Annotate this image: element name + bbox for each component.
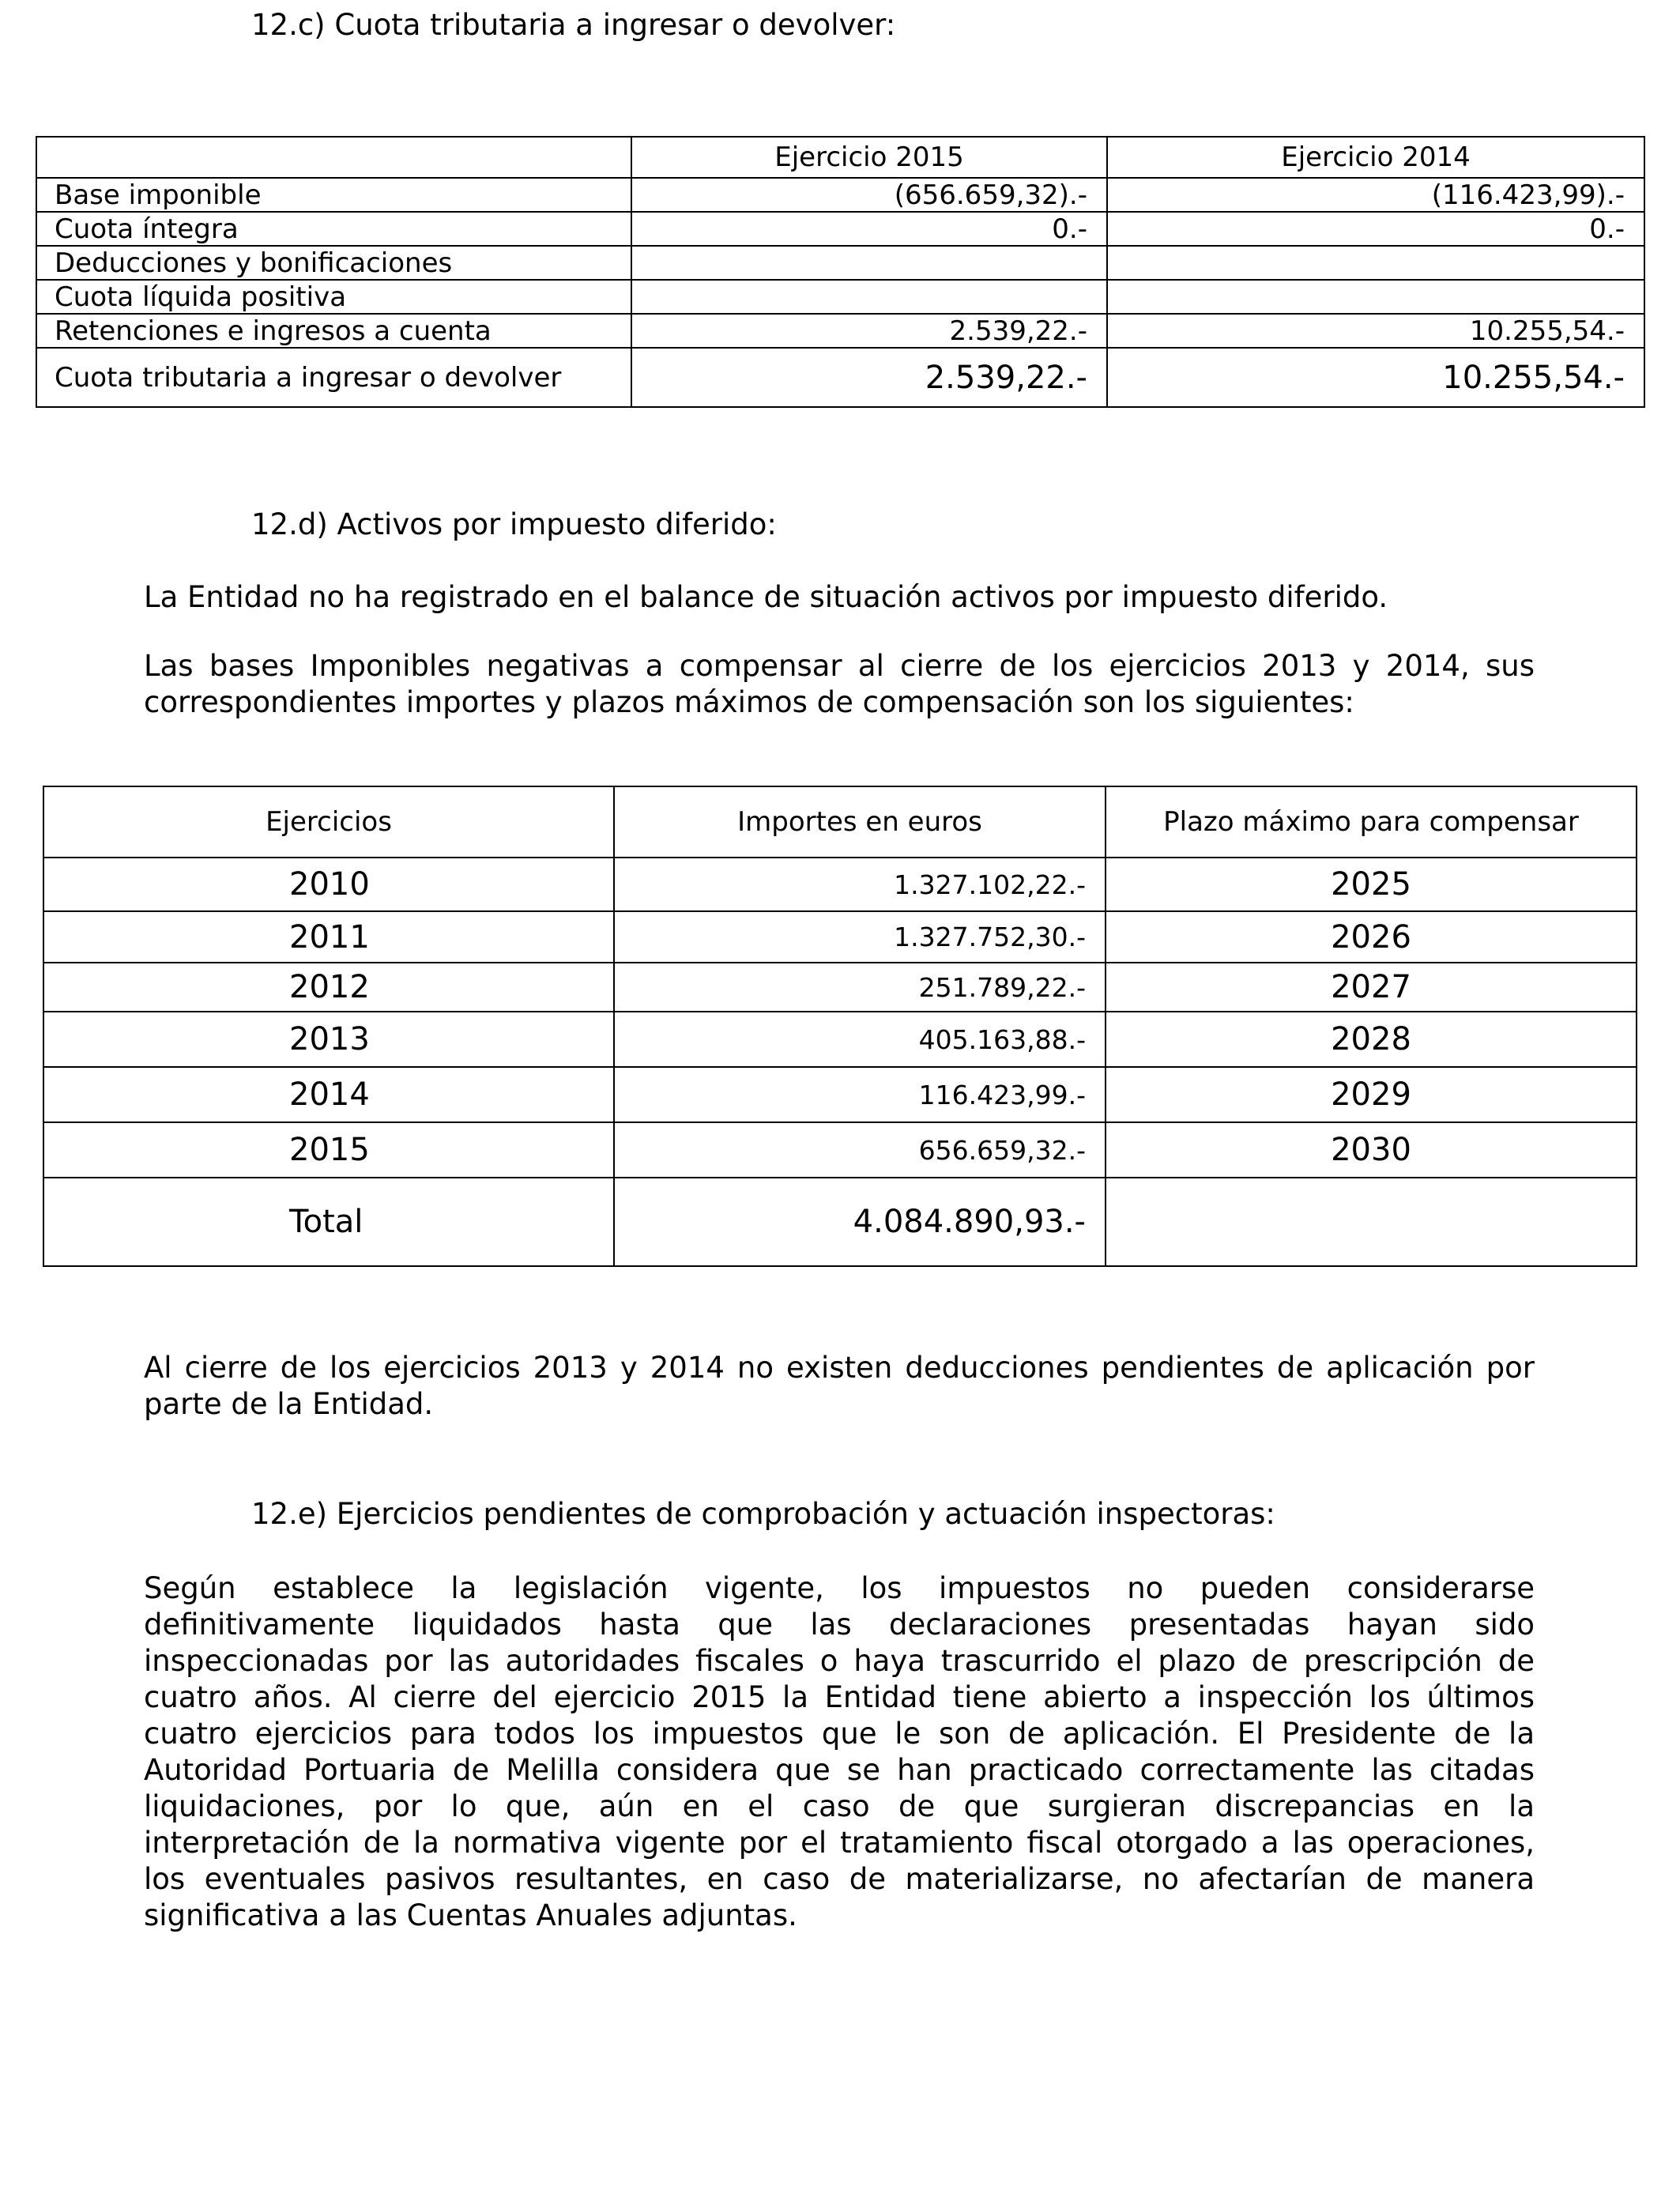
section-d-heading: 12.d) Activos por impuesto diferido: xyxy=(251,507,777,541)
section-e-paragraph xyxy=(144,1570,1535,1934)
paragraph-line: interpretación de la normativa vigente por el tratamiento fiscal otorgado a las operaciones, xyxy=(144,1826,1535,1860)
table-row xyxy=(43,911,1637,963)
value-2014: 10.255,54.- xyxy=(1107,348,1644,407)
paragraph-line: cuatro años. Al cierre del ejercicio 2015 la Entidad tiene abierto a inspección los últimos xyxy=(144,1680,1535,1714)
limit-cell: 2025 xyxy=(1106,858,1637,911)
total-label: Total xyxy=(43,1178,614,1266)
table-row xyxy=(43,1012,1637,1067)
value-2014 xyxy=(1107,246,1644,280)
year-cell: 2013 xyxy=(43,1012,614,1067)
value-2015 xyxy=(631,246,1107,280)
section-d-paragraph-3 xyxy=(144,1350,1535,1423)
limit-cell: 2030 xyxy=(1106,1122,1637,1178)
paragraph-line: Autoridad Portuaria de Melilla considera que se han practicado correctamente las citadas xyxy=(144,1753,1535,1787)
paragraph-line: Al cierre de los ejercicios 2013 y 2014 no existen deducciones pendientes de aplicación por xyxy=(144,1351,1535,1385)
table-row-total xyxy=(43,1178,1637,1266)
section-e-heading: 12.e) Ejercicios pendientes de comprobación y actuación inspectoras: xyxy=(251,1497,1275,1531)
row-label: Cuota líquida positiva xyxy=(36,280,631,314)
year-cell: 2010 xyxy=(43,858,614,911)
table-row xyxy=(43,858,1637,911)
year-cell: 2011 xyxy=(43,911,614,963)
table-row xyxy=(36,178,1644,212)
header-ejercicio-2015: Ejercicio 2015 xyxy=(631,137,1107,178)
header-ejercicios: Ejercicios xyxy=(43,786,614,858)
paragraph-line: correspondientes importes y plazos máximos de compensación son los siguientes: xyxy=(144,685,1354,719)
amount-cell: 1.327.752,30.- xyxy=(614,911,1106,963)
value-2015: 2.539,22.- xyxy=(631,314,1107,348)
value-2014 xyxy=(1107,280,1644,314)
value-2014: 10.255,54.- xyxy=(1107,314,1644,348)
header-empty-cell xyxy=(36,137,631,178)
row-label: Cuota tributaria a ingresar o devolver xyxy=(36,348,631,407)
table-row xyxy=(36,280,1644,314)
value-2015: 0.- xyxy=(631,212,1107,246)
limit-cell: 2029 xyxy=(1106,1067,1637,1122)
value-2014: (116.423,99).- xyxy=(1107,178,1644,212)
amount-cell: 405.163,88.- xyxy=(614,1012,1106,1067)
amount-cell: 1.327.102,22.- xyxy=(614,858,1106,911)
section-d-paragraph-2 xyxy=(144,648,1535,721)
header-importes: Importes en euros xyxy=(614,786,1106,858)
table-row-total xyxy=(36,348,1644,407)
table-row xyxy=(36,212,1644,246)
table-row xyxy=(36,314,1644,348)
paragraph-line: definitivamente liquidados hasta que las declaraciones presentadas hayan sido xyxy=(144,1608,1535,1642)
limit-cell: 2027 xyxy=(1106,963,1637,1012)
row-label: Retenciones e ingresos a cuenta xyxy=(36,314,631,348)
section-c-heading: 12.c) Cuota tributaria a ingresar o devolver: xyxy=(251,8,896,42)
value-2014: 0.- xyxy=(1107,212,1644,246)
row-label: Deducciones y bonificaciones xyxy=(36,246,631,280)
value-2015 xyxy=(631,280,1107,314)
year-cell: 2012 xyxy=(43,963,614,1012)
header-plazo: Plazo máximo para compensar xyxy=(1106,786,1637,858)
value-2015: (656.659,32).- xyxy=(631,178,1107,212)
bases-imponibles-table xyxy=(43,786,1637,1267)
total-empty-cell xyxy=(1106,1178,1637,1266)
table-header-row xyxy=(36,137,1644,178)
year-cell: 2014 xyxy=(43,1067,614,1122)
amount-cell: 251.789,22.- xyxy=(614,963,1106,1012)
amount-cell: 656.659,32.- xyxy=(614,1122,1106,1178)
paragraph-line: los eventuales pasivos resultantes, en caso de materializarse, no afectarían de manera xyxy=(144,1862,1535,1896)
value-2015: 2.539,22.- xyxy=(631,348,1107,407)
total-amount: 4.084.890,93.- xyxy=(614,1178,1106,1266)
row-label: Base imponible xyxy=(36,178,631,212)
limit-cell: 2028 xyxy=(1106,1012,1637,1067)
table-row xyxy=(36,246,1644,280)
paragraph-line: cuatro ejercicios para todos los impuestos que le son de aplicación. El Presidente de la xyxy=(144,1717,1535,1751)
cuota-tributaria-table xyxy=(36,136,1645,408)
paragraph-line: significativa a las Cuentas Anuales adjuntas. xyxy=(144,1898,797,1932)
table-row xyxy=(43,1122,1637,1178)
paragraph-line: Las bases Imponibles negativas a compensar al cierre de los ejercicios 2013 y 2014, sus xyxy=(144,649,1535,683)
paragraph-line: liquidaciones, por lo que, aún en el caso de que surgieran discrepancias en la xyxy=(144,1789,1535,1823)
table-row xyxy=(43,1067,1637,1122)
amount-cell: 116.423,99.- xyxy=(614,1067,1106,1122)
paragraph-line: parte de la Entidad. xyxy=(144,1387,434,1421)
year-cell: 2015 xyxy=(43,1122,614,1178)
table-header-row xyxy=(43,786,1637,858)
table-row xyxy=(43,963,1637,1012)
header-ejercicio-2014: Ejercicio 2014 xyxy=(1107,137,1644,178)
limit-cell: 2026 xyxy=(1106,911,1637,963)
section-d-paragraph-1: La Entidad no ha registrado en el balance de situación activos por impuesto diferido. xyxy=(144,580,1388,614)
paragraph-line: Según establece la legislación vigente, los impuestos no pueden considerarse xyxy=(144,1571,1535,1605)
paragraph-line: inspeccionadas por las autoridades fiscales o haya trascurrido el plazo de prescripción de xyxy=(144,1644,1535,1678)
row-label: Cuota íntegra xyxy=(36,212,631,246)
